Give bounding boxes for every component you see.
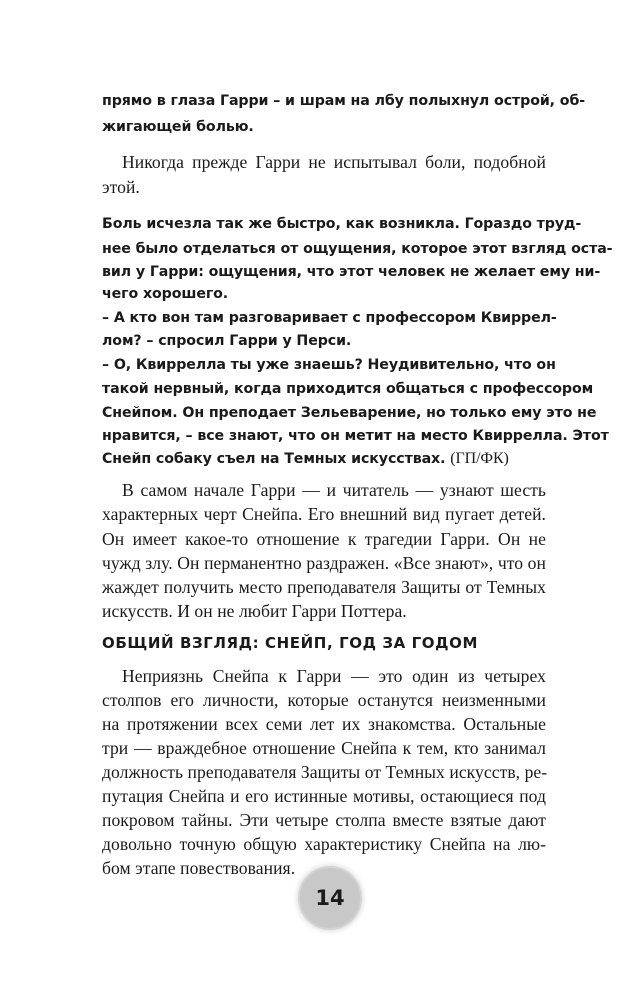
text-line: чужд злу. Он перманентно раздражен. «Все знают», что он: [102, 553, 546, 573]
text-line: В самом начале Гарри — и читатель — узнают шесть: [122, 480, 546, 500]
quote-last-line: Снейп собаку съел на Темных искусствах.: [102, 451, 446, 467]
text-line: этой.: [102, 177, 140, 197]
text-line: – О, Квиррелла ты уже знаешь? Неудивительно, что он: [102, 357, 556, 373]
text-line: чего хорошего.: [102, 286, 229, 302]
text-line: лом? – спросил Гарри у Перси.: [102, 333, 352, 349]
text-line: характерных черт Снейпа. Его внешний вид пугает детей.: [102, 504, 546, 524]
text-line: довольно точную общую характеристику Снейпа на лю-: [102, 834, 546, 854]
text-line: должность преподавателя Защиты от Темных искусств, ре-: [102, 762, 548, 782]
text-line: такой нервный, когда приходится общаться с профессором: [102, 381, 594, 397]
text-line: три — враждебное отношение Снейпа к тем, кто занимал: [102, 738, 546, 758]
quote-reference: (ГП/ФК): [450, 450, 509, 467]
text-line: Боль исчезла так же быстро, как возникла. Гораздо труд-: [102, 216, 582, 232]
text-line: Он имеет какое-то отношение к трагедии Гарри. Он не: [102, 529, 546, 549]
text-line: бом этапе повествования.: [102, 858, 296, 878]
text-line: жигающей болью.: [102, 119, 254, 135]
text-line: Никогда прежде Гарри не испытывал боли, подобной: [122, 152, 546, 172]
text-line: – А кто вон там разговаривает с профессором Квиррел-: [102, 310, 557, 326]
text-line: искусств. И он не любит Гарри Поттера.: [102, 601, 407, 621]
text-line: нее было отделаться от ощущения, которое этот взгляд оста-: [102, 241, 613, 257]
page-number-badge: [300, 868, 360, 928]
text-line: Неприязнь Снейпа к Гарри — это один из четырех: [122, 666, 546, 686]
text-line: столпов его личности, которые останутся неизменными: [102, 690, 546, 710]
text-line: Снейпом. Он преподает Зельеварение, но только ему это не: [102, 405, 597, 421]
text-line: жаждет получить место преподавателя Защиты от Темных: [102, 577, 546, 597]
text-line: путация Снейпа и его истинные мотивы, остающиеся под: [102, 786, 546, 806]
page-number: 14: [315, 886, 345, 910]
text-line: вил у Гарри: ощущения, что этот человек не желает ему ни-: [102, 264, 601, 280]
text-line: нравится, – все знают, что он метит на место Квиррелла. Этот: [102, 428, 609, 444]
section-heading: ОБЩИЙ ВЗГЛЯД: СНЕЙП, ГОД ЗА ГОДОМ: [102, 634, 478, 652]
text-line: покровом тайны. Эти четыре столпа вместе взятые дают: [102, 810, 546, 830]
text-line: на протяжении всех семи лет их знакомства. Остальные: [102, 714, 546, 734]
text-line: [102, 446, 546, 472]
text-line: прямо в глаза Гарри – и шрам на лбу полыхнул острой, об-: [102, 93, 586, 109]
